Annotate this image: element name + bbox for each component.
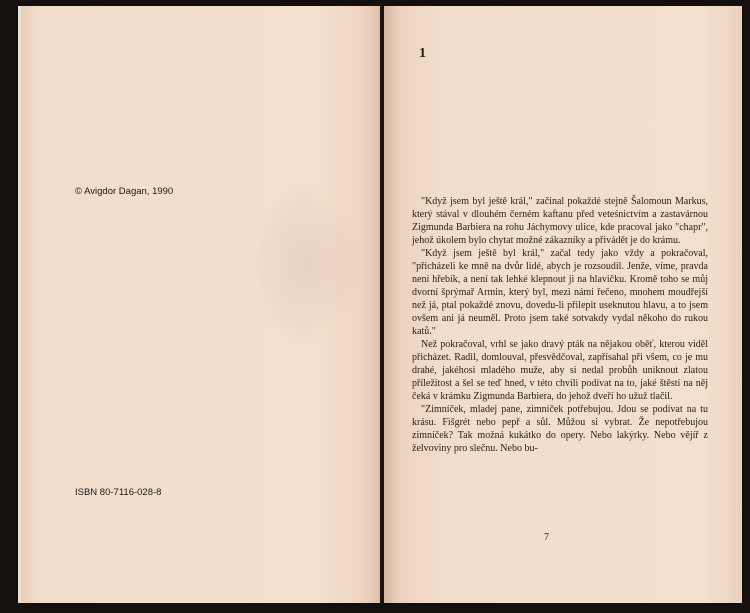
isbn-number: ISBN 80-7116-028-8 — [75, 487, 162, 498]
paragraph-4: "Zimníček, mladej pane, zimníček potřebujou. Jdou se podívat na tu krásu. Fišgrét nebo pepř a sůl. Můžou si vybrat. Že nepotřebujou zimníček? Tak možná kukátko do opery. Nebo lakýrky. Nebo vějíř z želvoviny pro slečnu. Nebo bu- — [412, 404, 708, 454]
chapter-number: 1 — [419, 46, 426, 61]
copyright-notice: © Avigdor Dagan, 1990 — [75, 186, 174, 197]
book-spread — [18, 6, 742, 603]
right-page — [384, 6, 742, 603]
left-page — [18, 6, 380, 603]
paragraph-2: "Když jsem ještě byl král," začal tedy jako vždy a pokračoval, "přicházeli ke mně na dvůr lidé, abych je rozsoudil. Jenže, víme, pravda není hřebík, a není tak lehké klepnout ji na hlavičku. Kromě toho se můj dvorní šprýmař Armin, který byl, mezi námi řečeno, mnohem moudřejší než já, ptal pokaždé znovu, dovedu-li přilepit useknutou hlavu, a to jsem ovšem ani já neuměl. Proto jsem také sotvakdy vydal někoho do rukou katů." — [412, 248, 708, 337]
body-text — [412, 195, 708, 455]
page-number: 7 — [544, 532, 549, 543]
paragraph-3: Než pokračoval, vrhl se jako dravý pták na nějakou oběť, kterou viděl přicházet. Radil, domlouval, přesvědčoval, zapřísahal při všem, co je mu drahé, jakéhosi mladého muže, aby si nedal probůh uniknout zlatou příležitost a šel se teď hned, v této chvíli podívat na to, jaké štěstí na něj čeká v krámku Zigmunda Barbiera, do jehož dveří ho užuž tlačil. — [412, 339, 708, 402]
bleed-through-shadow — [256, 189, 356, 339]
paragraph-1: "Když jsem byl ještě král," začínal pokaždé stejně Šalomoun Markus, který stával v dlouhém černém kaftanu před veteśnictvím a zastavárnou Zigmunda Barbiera na rohu Jáchymovy ulice, kde pracoval jako "chapr", jehož úkolem bylo chytat možné zákazníky a přivádět je do krámu. — [412, 196, 708, 246]
